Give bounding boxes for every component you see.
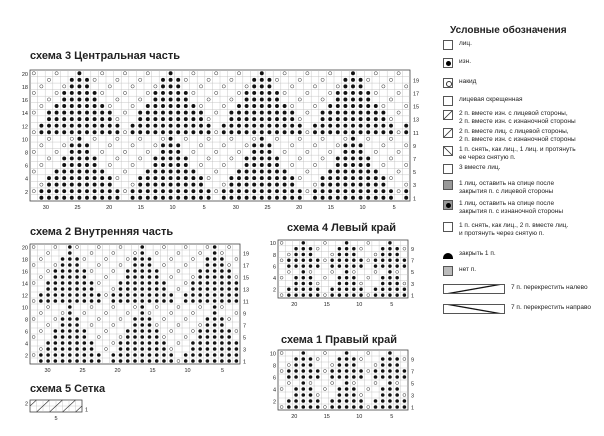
s4-row-number-right: 5	[411, 270, 415, 277]
s2-row-number: 20	[21, 245, 28, 252]
s3-row-number-right: 5	[413, 170, 417, 177]
legend-item	[443, 128, 603, 143]
legend-dot-icon	[443, 58, 453, 68]
s4-row-number: 2	[272, 287, 276, 294]
s1-row-number: 2	[272, 399, 276, 406]
s2-row-number: 10	[21, 305, 28, 312]
s3-row-number: 12	[21, 124, 28, 131]
s3-col-number: 15	[327, 205, 334, 211]
s1-col-number: 10	[356, 414, 363, 420]
s2-row-number-right: 7	[243, 323, 247, 330]
legend-item	[443, 200, 603, 215]
scheme-3-title: схема 3 Центральная часть	[30, 50, 181, 62]
legend-item	[443, 146, 603, 161]
s3-row-number: 16	[21, 98, 28, 105]
s3-row-number: 18	[21, 84, 28, 91]
s3-row-number: 10	[21, 137, 28, 144]
legend-label: нет п.	[459, 266, 477, 273]
legend-label: 1 п. снять, как лиц., 2 п. вместе лиц. и протянуть через снятую п.	[459, 222, 569, 237]
s3-row-number: 14	[21, 111, 28, 118]
s3-row-number-right: 11	[413, 130, 419, 137]
s3-col-number: 25	[74, 205, 81, 211]
s3-col-number: 30	[42, 205, 49, 211]
s3-row-number: 2	[24, 189, 28, 196]
s3-row-number-right: 19	[413, 78, 420, 85]
legend-backslash-icon	[443, 146, 453, 156]
s4-col-number: 10	[356, 302, 363, 308]
s3-row-number-right: 13	[413, 117, 420, 124]
legend-item	[443, 250, 603, 262]
legend-empty-icon	[443, 40, 453, 50]
scheme-3-chart	[18, 64, 428, 214]
scheme-2-chart	[18, 240, 258, 376]
legend-label: 1 лиц. оставить на спице после закрытия п. с изнаночной стороны	[459, 200, 564, 215]
s2-row-number: 18	[21, 257, 28, 264]
s3-row-number-right: 17	[413, 91, 420, 98]
legend-label: лицевая скрещенная	[459, 96, 523, 103]
s2-col-number: 25	[79, 368, 86, 374]
scheme-4-title: схема 4 Левый край	[287, 222, 397, 234]
s4-col-number: 20	[291, 302, 298, 308]
legend-cable-left-icon	[443, 284, 505, 294]
s2-row-number-right: 3	[243, 347, 247, 354]
s2-row-number: 6	[24, 329, 28, 336]
legend-item	[443, 304, 603, 316]
s3-col-number: 20	[106, 205, 113, 211]
legend-bind-icon	[443, 250, 453, 260]
s5-row-number-right: 1	[85, 407, 89, 414]
s2-row-number-right: 9	[243, 311, 247, 318]
legend-item	[443, 96, 603, 108]
legend-label: закрыть 1 п.	[459, 250, 496, 257]
legend-label: лиц.	[459, 40, 472, 47]
legend-item	[443, 284, 603, 296]
legend-ring-icon	[443, 78, 453, 88]
s3-row-number: 20	[21, 71, 28, 78]
legend-item	[443, 110, 603, 125]
s1-row-number-right: 1	[411, 405, 415, 412]
s3-row-number: 8	[24, 150, 28, 157]
legend-label: 1 п. снять, как лиц., 1 лиц. и протянуть ее через снятую п.	[459, 146, 576, 161]
legend-item	[443, 164, 603, 176]
s1-row-number-right: 3	[411, 393, 415, 400]
s4-row-number-right: 1	[411, 293, 415, 300]
s1-col-number: 5	[390, 414, 394, 420]
s3-row-number: 6	[24, 163, 28, 170]
s4-row-number: 4	[272, 276, 276, 283]
s3-row-number-right: 3	[413, 183, 417, 190]
legend-label: накид	[459, 78, 477, 85]
s3-row-number: 4	[24, 176, 28, 183]
legend-item	[443, 78, 603, 90]
s3-col-number: 20	[296, 205, 303, 211]
s2-row-number: 2	[24, 353, 28, 360]
legend-slash-icon	[443, 128, 453, 138]
s3-col-number: 5	[392, 205, 396, 211]
s4-row-number-right: 9	[411, 247, 415, 254]
legend-greydot-icon	[443, 200, 453, 210]
s5-row-number: 2	[24, 401, 28, 408]
legend-label: 2 п. вместе лиц. с лицевой стороны, 2 п. вместе изн. с изнаночной стороны	[459, 128, 576, 143]
s3-row-number-right: 7	[413, 157, 417, 164]
legend-item	[443, 58, 603, 70]
s4-row-number-right: 7	[411, 258, 415, 265]
s2-row-number-right: 5	[243, 335, 247, 342]
legend-label: 2 п. вместе изн. с лицевой стороны, 2 п. вместе изн. с изнаночной стороны	[459, 110, 576, 125]
s2-row-number-right: 1	[243, 359, 247, 366]
scheme-5-chart	[18, 396, 98, 426]
scheme-4-chart	[268, 236, 418, 316]
legend-cable-right-icon	[443, 304, 505, 314]
s1-row-number-right: 9	[411, 357, 415, 364]
legend-slash-icon	[443, 110, 453, 120]
legend-item	[443, 266, 603, 278]
s3-col-number: 25	[264, 205, 271, 211]
s2-row-number: 4	[24, 341, 28, 348]
s2-row-number-right: 17	[243, 263, 250, 270]
s4-row-number: 6	[272, 264, 276, 271]
s2-row-number: 8	[24, 317, 28, 324]
s2-col-number: 10	[184, 368, 191, 374]
s4-row-number: 10	[269, 241, 276, 248]
s2-col-number: 5	[220, 368, 225, 374]
legend-none-icon	[443, 266, 453, 276]
s2-row-number: 12	[21, 293, 28, 300]
s4-col-number: 15	[323, 302, 330, 308]
s2-row-number: 14	[21, 281, 28, 288]
s3-row-number-right: 15	[413, 104, 420, 111]
s3-col-number: 10	[169, 205, 176, 211]
legend-x-icon	[443, 222, 453, 232]
legend-item	[443, 222, 603, 237]
s1-row-number: 6	[272, 375, 276, 382]
s1-row-number-right: 5	[411, 381, 415, 388]
legend-triple-icon	[443, 164, 453, 174]
s1-row-number: 4	[272, 387, 276, 394]
s1-col-number: 15	[323, 414, 330, 420]
s2-row-number-right: 13	[243, 287, 250, 294]
legend-item	[443, 40, 603, 52]
s4-row-number: 8	[272, 252, 276, 259]
s4-row-number-right: 3	[411, 281, 415, 288]
legend-item	[443, 180, 603, 195]
s3-col-number: 10	[359, 205, 366, 211]
s2-row-number-right: 15	[243, 275, 250, 282]
s1-row-number: 8	[272, 363, 276, 370]
s2-col-number: 20	[114, 368, 121, 374]
legend-label: 7 п. перекрестить направо	[511, 304, 591, 311]
legend-label: изн.	[459, 58, 472, 65]
legend-label: 1 лиц. оставить на спице после закрытия п. с лицевой стороны	[459, 180, 555, 195]
s3-col-number: 5	[202, 205, 206, 211]
scheme-5-title: схема 5 Сетка	[30, 383, 106, 395]
s4-col-number: 5	[390, 302, 394, 308]
s2-col-number: 30	[44, 368, 51, 374]
s2-row-number-right: 11	[243, 299, 249, 306]
scheme-2-title: схема 2 Внутренняя часть	[30, 226, 174, 238]
s1-col-number: 20	[291, 414, 298, 420]
scheme-1-chart	[268, 346, 418, 428]
s5-col-number: 5	[54, 416, 58, 422]
s1-row-number-right: 7	[411, 369, 415, 376]
s2-row-number: 16	[21, 269, 28, 276]
s3-row-number-right: 9	[413, 143, 417, 150]
s2-col-number: 15	[149, 368, 156, 374]
legend-title: Условные обозначения	[450, 25, 567, 36]
s2-row-number-right: 19	[243, 251, 250, 258]
s3-col-number: 30	[232, 205, 239, 211]
s3-row-number-right: 1	[413, 196, 417, 203]
legend-grey-icon	[443, 180, 453, 190]
legend-label: 7 п. перекрестить налево	[511, 284, 588, 291]
legend-label: 3 вместе лиц.	[459, 164, 501, 171]
s3-col-number: 15	[137, 205, 144, 211]
legend-cross-icon	[443, 96, 453, 106]
scheme-1-title: схема 1 Правый край	[281, 334, 397, 346]
s1-row-number: 10	[269, 351, 276, 358]
